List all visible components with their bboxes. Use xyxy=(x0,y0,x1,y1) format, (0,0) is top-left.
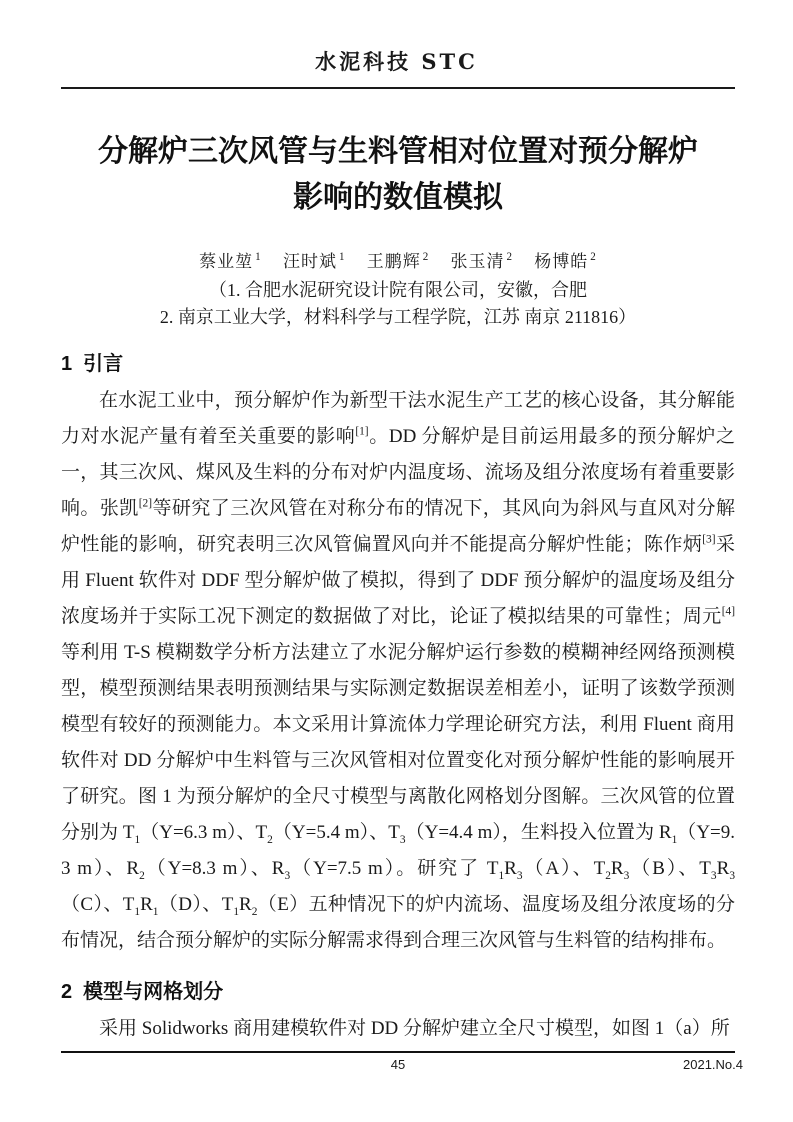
footer-row xyxy=(61,1053,743,1075)
author-1 xyxy=(199,247,262,272)
issue-label: 2021.No.4 xyxy=(683,1057,743,1072)
title-line-2: 影响的数值模拟 xyxy=(293,181,503,214)
journal-header xyxy=(0,0,793,89)
article-title xyxy=(61,129,735,221)
journal-name: 水泥科技 STC xyxy=(315,49,478,74)
author-2 xyxy=(283,247,346,272)
author-4-name: 张玉清 xyxy=(450,252,505,271)
section-model-and-mesh xyxy=(61,979,735,1047)
author-1-affiliation-mark: 1 xyxy=(255,251,262,264)
section-1-heading xyxy=(61,351,735,377)
section-2-heading-text: 模型与网格划分 xyxy=(83,981,224,1003)
author-4-affiliation-mark: 2 xyxy=(506,251,514,264)
section-2-heading xyxy=(61,979,735,1005)
author-list xyxy=(61,247,735,272)
author-5-affiliation-mark: 2 xyxy=(590,251,597,264)
section-2-paragraph: 采用 Solidworks 商用建模软件对 DD 分解炉建立全尺寸模型，如图 1（a）所 xyxy=(99,1018,730,1039)
page-number: 45 xyxy=(390,1057,406,1072)
article-content xyxy=(0,129,793,1047)
section-1-paragraph: 在水泥工业中，预分解炉作为新型干法水泥生产工艺的核心设备，其分解能力对水泥产量有着至关重要的影响[1]。DD 分解炉是目前运用最多的预分解炉之一，其三次风、煤风及生料的分布对炉内温度场、流场及组分浓度场有着重要影响。张凯[2]等研究了三次风管在对称分布的情况下，其风向为斜风与直风对分解炉性能的影响，研究表明三次风管偏置风向并不能提高分解炉性能；陈作炳[3]采用 Fluent 软件对 DDF 型分解炉做了模拟，得到了 DDF 预分解炉的温度场及组分浓度场并于实际工况下测定的数据做了对比，论证了模拟结果的可靠性；周元[4]等利用 T-S 模糊数学分析方法建立了水泥分解炉运行参数的模糊神经网络预测模型，模型预测结果表明预测结果与实际测定数据误差相差小，证明了该数学预测模型有较好的预测能力。本文采用计算流体力学理论研究方法，利用 Fluent 商用软件对 DD 分解炉中生料管与三次风管相对位置变化对预分解炉性能的影响展开了研究。图 1 为预分解炉的全尺寸模型与离散化网格划分图解。三次风管的位置分别为 $T_1(Y=6.3$ m）、$T_2(Y=5.4$ m）、$T_3(Y=4.4$ m），生料投入位置为 $R_1(Y=9.3$ m）、$R_2(Y=8.3$ m）、$R_3(Y=7.5$ m）。研究了 $T_1R_3(A)$、$T_2R_3(B)$、$T_3R_3(C)$、$T_1R_1(D)$、$T_1R_2(E)$五种情况下的炉内流场、温度场及组分浓度场的分布情况，结合预分解炉的实际分解需求得到合理三次风管与生料管的结构排布。 xyxy=(61,390,736,951)
author-3 xyxy=(367,247,430,272)
section-1-heading-text: 引言 xyxy=(83,353,124,375)
author-3-name: 王鹏辉 xyxy=(366,252,421,271)
affiliations xyxy=(61,277,735,331)
author-2-name: 汪时斌 xyxy=(282,252,337,271)
author-4 xyxy=(451,247,514,272)
section-1-number: 1 xyxy=(61,353,73,375)
author-5-name: 杨博皓 xyxy=(534,252,589,271)
author-3-affiliation-mark: 2 xyxy=(422,251,430,264)
author-1-name: 蔡业堃 xyxy=(199,252,254,271)
author-2-affiliation-mark: 1 xyxy=(338,251,346,264)
header-rule xyxy=(61,87,735,89)
affiliation-1: （1. 合肥水泥研究设计院有限公司，安徽，合肥 xyxy=(209,280,587,300)
section-introduction xyxy=(61,351,735,959)
section-2-number: 2 xyxy=(61,981,73,1003)
affiliation-2: 2. 南京工业大学，材料科学与工程学院，江苏 南京 211816） xyxy=(159,307,637,327)
title-line-1: 分解炉三次风管与生料管相对位置对预分解炉 xyxy=(98,135,698,168)
page-footer xyxy=(61,1051,743,1075)
author-5 xyxy=(534,247,597,272)
